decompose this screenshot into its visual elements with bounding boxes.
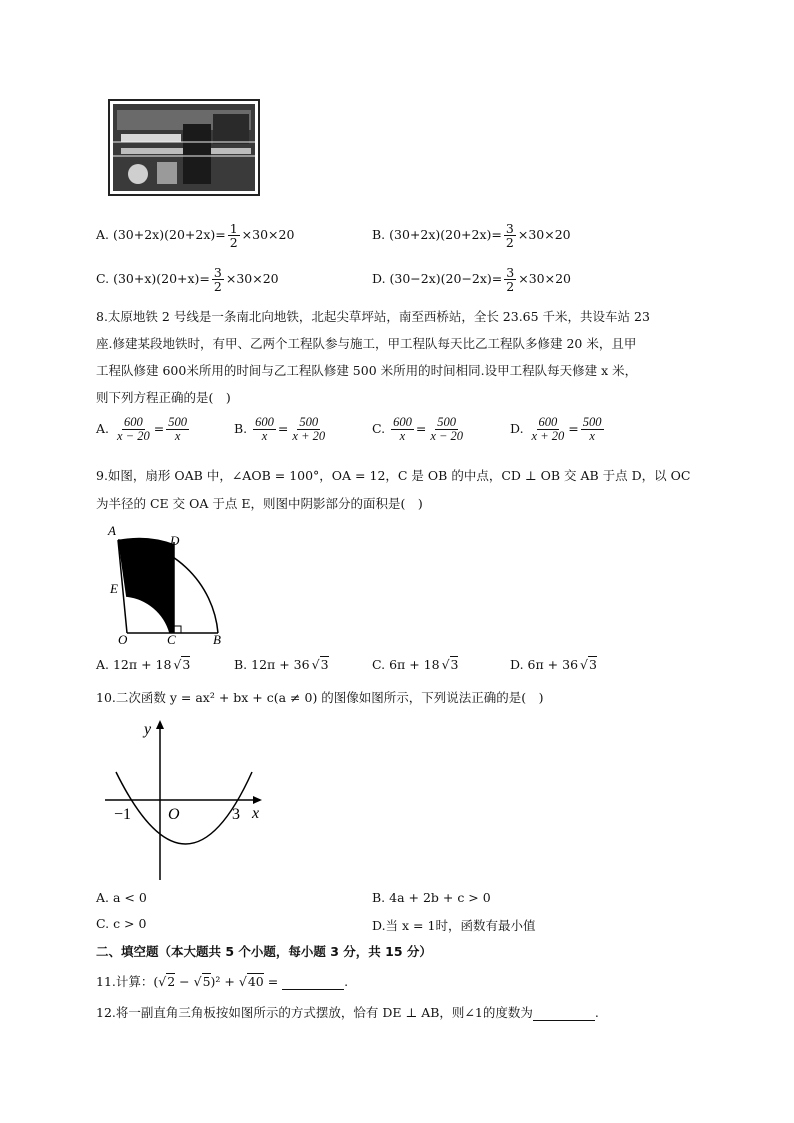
q7-photo xyxy=(108,99,260,196)
q7-option-a: A. (30+2x)(20+2x)= $\frac{1}{2}$ ×30×20 xyxy=(96,221,295,251)
q9-sector-figure xyxy=(100,520,240,645)
q8-line-4: 则下列方程正确的是( ) xyxy=(96,390,231,405)
y-axis-arrow xyxy=(156,720,164,729)
q12: 12.将一副直角三角板按如图所示的方式摆放，恰有 DE ⊥ AB，则∠1的度数为 . xyxy=(96,1005,599,1020)
q8-line-3: 工程队修建 600米所用的时间与乙工程队修建 500 米所用的时间相同.设甲工程队每天修建 x 米， xyxy=(96,363,638,378)
label-b: B xyxy=(213,632,221,645)
q10-option-b: B. 4a + 2b + c > 0 xyxy=(372,890,491,905)
q10-option-d: D.当 x = 1时，函数有最小值 xyxy=(372,918,536,933)
x-axis-arrow xyxy=(253,796,262,804)
q7-option-c: C. (30+x)(20+x)= $\frac{3}{2}$ ×30×20 xyxy=(96,265,279,295)
q10-option-c: C. c > 0 xyxy=(96,916,147,931)
label-o: O xyxy=(118,632,128,645)
label-d: D xyxy=(170,533,180,548)
label-y: y xyxy=(144,721,152,738)
label-3: 3 xyxy=(232,806,240,823)
label-a: A xyxy=(108,523,116,538)
label-x: x xyxy=(252,805,260,822)
q10-line-1: 10.二次函数 y = ax² + bx + c(a ≠ 0) 的图像如图所示，下列说法正确的是( ) xyxy=(96,690,544,705)
q8-option-b: B. $\frac{600}{x}$ = $\frac{500}{x + 20}$ xyxy=(234,415,326,444)
q8-option-a: A. $\frac{600}{x - 20}$ = $\frac{500}{x}$ xyxy=(96,415,187,444)
label-origin: O xyxy=(168,806,180,823)
section-2-heading: 二、填空题（本大题共 5 个小题，每小题 3 分，共 15 分） xyxy=(96,944,432,959)
label-c: C xyxy=(167,632,176,645)
q10-parabola-figure xyxy=(100,712,270,882)
q8-line-1: 8.太原地铁 2 号线是一条南北向地铁，北起尖草坪站，南至西桥站，全长 23.65 千米，共设车站 23 xyxy=(96,309,650,324)
label-neg1: −1 xyxy=(114,806,132,823)
q8-option-c: C. $\frac{600}{x}$ = $\frac{500}{x - 20}$ xyxy=(372,415,464,444)
q7-a-expr: A. (30+2x)(20+2x)= xyxy=(96,227,226,243)
q9-option-a: A. 12π + 18 √3 xyxy=(96,657,191,672)
q11-answer-blank[interactable] xyxy=(282,975,344,990)
q8-option-d: D. $\frac{600}{x + 20}$ = $\frac{500}{x}$ xyxy=(510,415,602,444)
q9-line-1: 9.如图，扇形 OAB 中，∠AOB = 100°，OA = 12，C 是 OB 的中点，CD ⊥ OB 交 AB 于点 D，以 OC xyxy=(96,468,691,483)
q9-option-b: B. 12π + 36 √3 xyxy=(234,657,329,672)
q9-option-c: C. 6π + 18 √3 xyxy=(372,657,459,672)
q7-option-d: D. (30−2x)(20−2x)= $\frac{3}{2}$ ×30×20 xyxy=(372,265,571,295)
q12-answer-blank[interactable] xyxy=(533,1006,595,1021)
q7-a-frac: $\frac{1}{2}$ xyxy=(229,221,238,251)
q7-option-b: B. (30+2x)(20+2x)= $\frac{3}{2}$ ×30×20 xyxy=(372,221,571,251)
q9-line-2: 为半径的 CE 交 OA 于点 E，则图中阴影部分的面积是( ) xyxy=(96,496,423,511)
q9-option-d: D. 6π + 36 √3 xyxy=(510,657,597,672)
q10-option-a: A. a < 0 xyxy=(96,890,147,905)
q8-line-2: 座.修建某段地铁时，有甲、乙两个工程队参与施工，甲工程队每天比乙工程队多修建 20 米，且甲 xyxy=(96,336,637,351)
q11: 11.计算：(√2 − √5)² + √40 = . xyxy=(96,974,349,989)
label-e: E xyxy=(110,581,118,596)
photo-content xyxy=(113,104,255,191)
